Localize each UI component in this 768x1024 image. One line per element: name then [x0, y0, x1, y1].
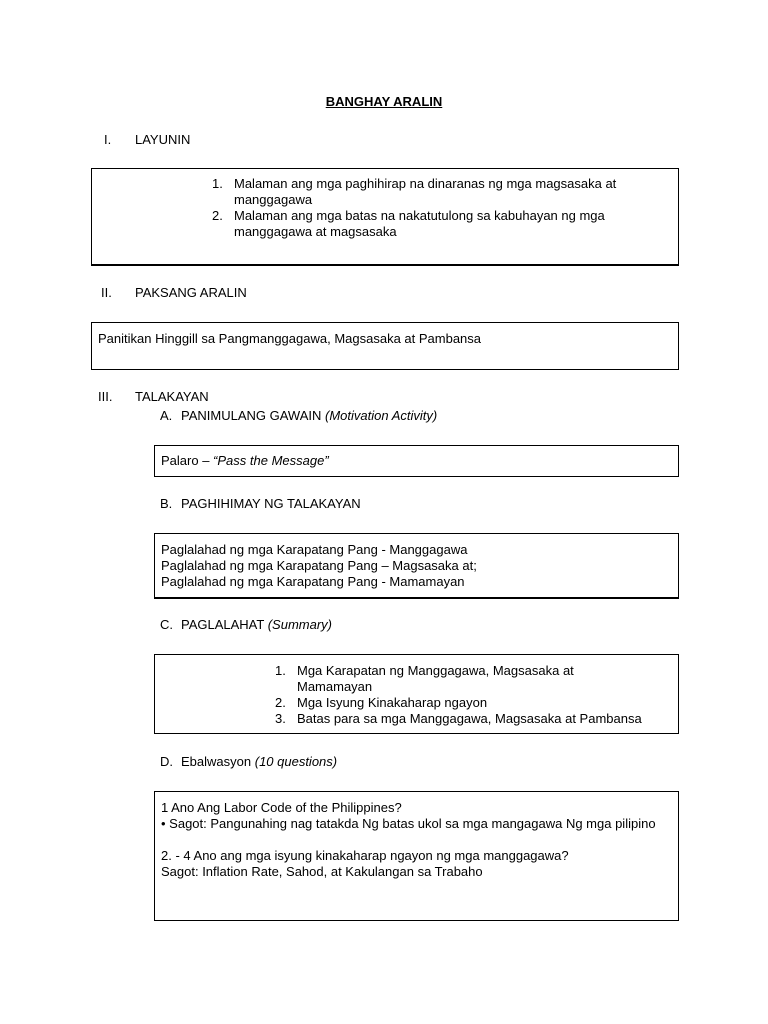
- spacer: [161, 832, 666, 848]
- panimulang-gawain-text: [161, 453, 329, 469]
- section-1-numeral: I.: [104, 132, 112, 147]
- list-item-text: Malaman ang mga paghihirap na dinaranas ng mga magsasaka at manggagawa: [234, 176, 617, 207]
- ebalwasyon-box: [154, 791, 679, 921]
- subsection-a-letter: A.: [160, 408, 173, 423]
- paghihimay-line: Paglalahad ng mga Karapatang Pang – Magsasaka at;: [161, 558, 477, 573]
- section-3-numeral: III.: [98, 389, 113, 404]
- list-item-number: 2.: [212, 208, 223, 223]
- paksang-aralin-text: Panitikan Hinggill sa Pangmanggagawa, Magsasaka at Pambansa: [98, 331, 482, 346]
- list-item-text: Mga Karapatan ng Manggagawa, Magsasaka at Mamamayan: [297, 663, 574, 694]
- list-item: [212, 176, 652, 208]
- section-2-heading: PAKSANG ARALIN: [135, 285, 247, 300]
- section-1-heading: LAYUNIN: [135, 132, 191, 147]
- paghihimay-box: [154, 533, 679, 599]
- subsection-d-note: (10 questions): [254, 754, 338, 769]
- paghihimay-line: Paglalahad ng mga Karapatang Pang - Manggagawa: [161, 542, 468, 557]
- list-item: [275, 695, 675, 711]
- answer-1: • Sagot: Pangunahing nag tatakda Ng batas ukol sa mga mangagawa Ng mga pilipino: [161, 816, 656, 831]
- list-item-number: 2.: [275, 695, 286, 710]
- list-item: [275, 663, 675, 695]
- list-item-number: 1.: [212, 176, 223, 191]
- subsection-d-letter: D.: [160, 754, 173, 769]
- answer-2: Sagot: Inflation Rate, Sahod, at Kakulangan sa Trabaho: [161, 864, 483, 879]
- list-item: [275, 711, 675, 727]
- paksang-aralin-box: [91, 322, 679, 370]
- layunin-list: [212, 176, 652, 240]
- paghihimay-line: Paglalahad ng mga Karapatang Pang - Mamamayan: [161, 574, 465, 589]
- subsection-d-title: [181, 754, 337, 770]
- subsection-b-heading: PAGHIHIMAY NG TALAKAYAN: [181, 496, 361, 511]
- list-item-text: Mga Isyung Kinakaharap ngayon: [297, 695, 488, 710]
- paglalahat-list: [275, 663, 675, 727]
- document-title: BANGHAY ARALIN: [325, 94, 443, 109]
- panimulang-gawain-box: [154, 445, 679, 477]
- subsection-a-note: (Motivation Activity): [325, 408, 438, 423]
- activity-name: “Pass the Message”: [213, 453, 329, 468]
- list-item-number: 3.: [275, 711, 286, 726]
- question-1: 1 Ano Ang Labor Code of the Philippines?: [161, 800, 402, 815]
- list-item-text: Batas para sa mga Manggagawa, Magsasaka at Pambansa: [297, 711, 642, 726]
- subsection-c-letter: C.: [160, 617, 173, 632]
- layunin-box: [91, 168, 679, 266]
- subsection-a-heading: PANIMULANG GAWAIN: [181, 408, 322, 423]
- ebalwasyon-content: [161, 800, 666, 880]
- paghihimay-lines: [161, 542, 477, 590]
- section-3-heading: TALAKAYAN: [135, 389, 209, 404]
- activity-prefix: Palaro –: [161, 453, 214, 468]
- subsection-c-heading: PAGLALAHAT: [181, 617, 265, 632]
- list-item: [212, 208, 652, 240]
- subsection-d-heading: Ebalwasyon: [181, 754, 252, 769]
- question-2: 2. - 4 Ano ang mga isyung kinakaharap ngayon ng mga manggagawa?: [161, 848, 569, 863]
- subsection-a-title: [181, 408, 437, 424]
- list-item-number: 1.: [275, 663, 286, 678]
- subsection-b-letter: B.: [160, 496, 173, 511]
- subsection-c-note: (Summary): [267, 617, 332, 632]
- list-item-text: Malaman ang mga batas na nakatutulong sa kabuhayan ng mga manggagawa at magsasaka: [234, 208, 605, 239]
- section-2-numeral: II.: [101, 285, 112, 300]
- paglalahat-box: [154, 654, 679, 734]
- subsection-c-title: [181, 617, 332, 633]
